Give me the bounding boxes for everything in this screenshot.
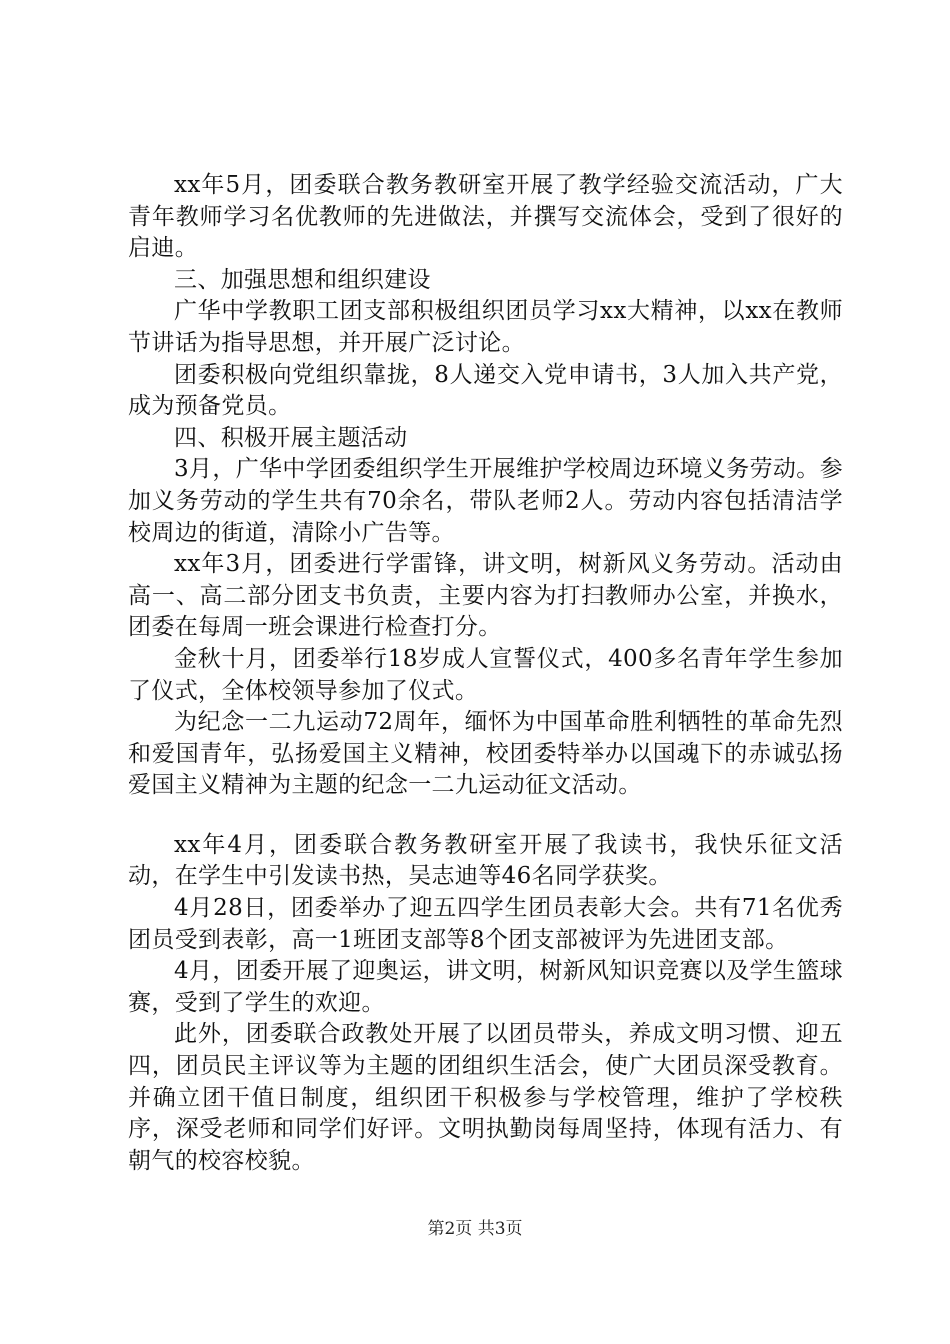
paragraph-olympics-quiz: 4月，团委开展了迎奥运，讲文明，树新风知识竞赛以及学生篮球赛，受到了学生的欢迎。 (128, 958, 843, 1016)
paragraph-may-teaching-exchange: xx年5月，团委联合教务教研室开展了教学经验交流活动，广大青年教师学习名优教师的先进做法，并撰写交流体会，受到了很好的启迪。 (128, 172, 843, 262)
paragraph-may-fourth-awards: 4月28日，团委举办了迎五四学生团员表彰大会。共有71名优秀团员受到表彰，高一1班团支部等8个团支部被评为先进团支部。 (128, 895, 843, 953)
document-body (128, 170, 843, 1177)
paragraph-reading-essay: xx年4月，团委联合教务教研室开展了我读书，我快乐征文活动，在学生中引发读书热，吴志迪等46名同学获奖。 (128, 831, 843, 890)
page-number-footer: 第2页 共3页 (427, 1219, 523, 1239)
paragraph-december-ninth-essay: 为纪念一二九运动72周年，缅怀为中国革命胜利牺牲的革命先烈和爱国青年，弘扬爱国主义精神，校团委特举办以国魂下的赤诚弘扬爱国主义精神为主题的纪念一二九运动征文活动。 (128, 709, 843, 799)
paragraph-coming-of-age-ceremony: 金秋十月，团委举行18岁成人宣誓仪式，400多名青年学生参加了仪式，全体校领导参加了仪式。 (128, 645, 843, 704)
section-heading-4: 四、积极开展主题活动 (174, 424, 408, 451)
paragraph-lei-feng-activity: xx年3月，团委进行学雷锋，讲文明，树新风义务劳动。活动由高一、高二部分团支书负责，主要内容为打扫教师办公室，并换水，团委在每周一班会课进行检查打分。 (128, 551, 843, 641)
paragraph-organization-life: 此外，团委联合政教处开展了以团员带头，养成文明习惯、迎五四，团员民主评议等为主题的团组织生活会，使广大团员深受教育。并确立团干值日制度，组织团干积极参与学校管理，维护了学校秩序，深受老师和同学们好评。文明执勤岗每周坚持，体现有活力、有朝气的校容校貌。 (128, 1021, 843, 1174)
paragraph-staff-study: 广华中学教职工团支部积极组织团员学习xx大精神，以xx在教师节讲话为指导思想，并开展广泛讨论。 (128, 298, 843, 356)
section-heading-3: 三、加强思想和组织建设 (174, 266, 431, 293)
paragraph-party-application: 团委积极向党组织靠拢，8人递交入党申请书，3人加入共产党，成为预备党员。 (128, 361, 843, 420)
paragraph-march-labor: 3月，广华中学团委组织学生开展维护学校周边环境义务劳动。参加义务劳动的学生共有70余名，带队老师2人。劳动内容包括清洁学校周边的街道，清除小广告等。 (128, 456, 843, 546)
